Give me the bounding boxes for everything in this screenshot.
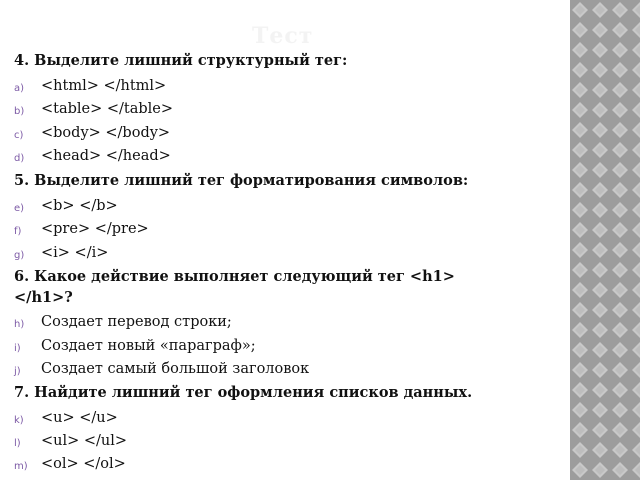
option-marker: g) — [14, 250, 25, 261]
option-text: Создает новый «параграф»; — [41, 338, 256, 354]
option-item — [14, 410, 554, 430]
option-item — [14, 221, 554, 241]
option-marker: c) — [14, 130, 24, 141]
option-item — [14, 433, 554, 453]
question-5: 5. Выделите лишний тег форматирования символов: — [14, 172, 469, 189]
option-marker: e) — [14, 203, 25, 214]
option-item — [14, 78, 554, 98]
option-text: <b> </b> — [41, 198, 118, 214]
option-marker: d) — [14, 153, 25, 164]
option-item — [14, 101, 554, 121]
option-item — [14, 245, 554, 265]
option-marker: a) — [14, 83, 25, 94]
option-text: <u> </u> — [41, 410, 118, 426]
option-item — [14, 338, 554, 358]
decorative-diamond-pattern — [570, 0, 640, 480]
question-7: 7. Найдите лишний тег оформления списков данных. — [14, 384, 473, 401]
option-marker: l) — [14, 438, 21, 449]
option-marker: f) — [14, 226, 22, 237]
option-item — [14, 125, 554, 145]
option-text: Создает самый большой заголовок — [41, 361, 310, 377]
option-text: <body> </body> — [41, 125, 171, 141]
option-marker: j) — [14, 366, 21, 377]
option-item — [14, 314, 554, 334]
question-6-line1: 6. Какое действие выполняет следующий тег <h1> — [14, 268, 455, 285]
option-marker: b) — [14, 106, 25, 117]
slide-title: Тест — [252, 23, 314, 49]
option-text: <table> </table> — [41, 101, 174, 117]
option-marker: k) — [14, 415, 24, 426]
option-text: <pre> </pre> — [41, 221, 149, 237]
question-4: 4. Выделите лишний структурный тег: — [14, 52, 348, 69]
option-item — [14, 148, 554, 168]
option-item — [14, 456, 554, 476]
option-text: <head> </head> — [41, 148, 171, 164]
option-text: Создает перевод строки; — [41, 314, 232, 330]
question-6-line2: </h1>? — [14, 289, 73, 306]
option-text: <html> </html> — [41, 78, 167, 94]
option-text: <ol> </ol> — [41, 456, 126, 472]
option-marker: m) — [14, 461, 28, 472]
option-marker: i) — [14, 343, 21, 354]
option-item — [14, 361, 554, 381]
option-text: <i> </i> — [41, 245, 109, 261]
option-marker: h) — [14, 319, 25, 330]
option-item — [14, 198, 554, 218]
option-text: <ul> </ul> — [41, 433, 128, 449]
diamond-pattern-icon — [570, 0, 640, 480]
